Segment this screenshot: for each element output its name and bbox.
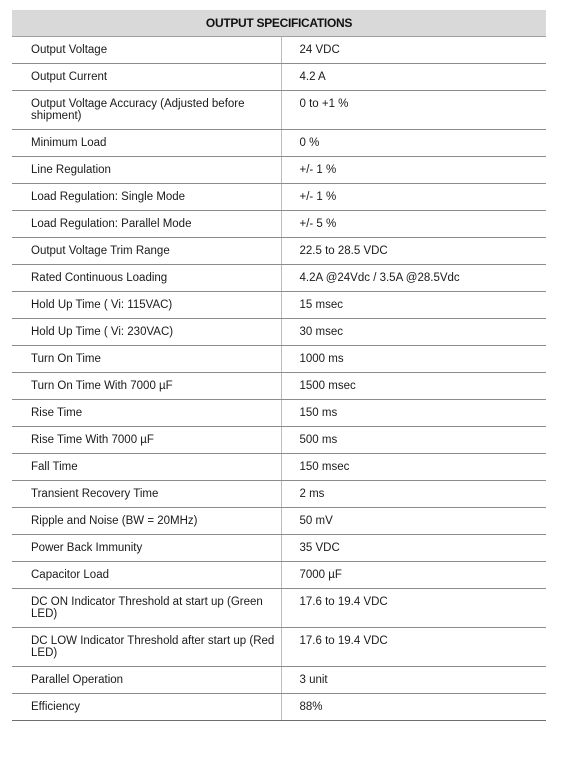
table-row	[12, 427, 546, 454]
spec-value: 3 unit	[281, 667, 546, 694]
table-row	[12, 373, 546, 400]
spec-parameter: Hold Up Time ( Vi: 115VAC)	[12, 292, 281, 319]
spec-parameter: Parallel Operation	[12, 667, 281, 694]
table-row	[12, 508, 546, 535]
output-specifications-table-container	[12, 10, 546, 721]
spec-value: 88%	[281, 694, 546, 721]
table-row	[12, 157, 546, 184]
table-row	[12, 211, 546, 238]
table-row	[12, 265, 546, 292]
output-specifications-table	[12, 10, 546, 721]
spec-parameter: Load Regulation: Parallel Mode	[12, 211, 281, 238]
table-row	[12, 481, 546, 508]
table-row	[12, 454, 546, 481]
spec-value: 22.5 to 28.5 VDC	[281, 238, 546, 265]
table-row	[12, 346, 546, 373]
table-row	[12, 238, 546, 265]
table-row	[12, 589, 546, 628]
spec-value: 17.6 to 19.4 VDC	[281, 589, 546, 628]
spec-value: 17.6 to 19.4 VDC	[281, 628, 546, 667]
spec-parameter: Output Current	[12, 64, 281, 91]
table-row	[12, 184, 546, 211]
spec-value: 24 VDC	[281, 37, 546, 64]
spec-value: +/- 1 %	[281, 157, 546, 184]
spec-value: 35 VDC	[281, 535, 546, 562]
table-row	[12, 694, 546, 721]
spec-parameter: Load Regulation: Single Mode	[12, 184, 281, 211]
table-row	[12, 535, 546, 562]
spec-parameter: Capacitor Load	[12, 562, 281, 589]
spec-parameter: Hold Up Time ( Vi: 230VAC)	[12, 319, 281, 346]
table-row	[12, 91, 546, 130]
spec-parameter: Turn On Time	[12, 346, 281, 373]
spec-parameter: Fall Time	[12, 454, 281, 481]
spec-value: 30 msec	[281, 319, 546, 346]
table-row	[12, 667, 546, 694]
spec-parameter: Rated Continuous Loading	[12, 265, 281, 292]
spec-value: +/- 5 %	[281, 211, 546, 238]
table-row	[12, 400, 546, 427]
spec-parameter: Rise Time	[12, 400, 281, 427]
table-row	[12, 37, 546, 64]
table-row	[12, 64, 546, 91]
spec-value: 4.2A @24Vdc / 3.5A @28.5Vdc	[281, 265, 546, 292]
spec-value: 15 msec	[281, 292, 546, 319]
spec-value: 150 msec	[281, 454, 546, 481]
table-row	[12, 292, 546, 319]
spec-parameter: Output Voltage Trim Range	[12, 238, 281, 265]
spec-parameter: Output Voltage Accuracy (Adjusted before shipment)	[12, 91, 281, 130]
spec-parameter: DC LOW Indicator Threshold after start up (Red LED)	[12, 628, 281, 667]
spec-parameter: Rise Time With 7000 µF	[12, 427, 281, 454]
spec-value: 1000 ms	[281, 346, 546, 373]
spec-value: 0 %	[281, 130, 546, 157]
table-row	[12, 628, 546, 667]
spec-value: 7000 µF	[281, 562, 546, 589]
table-header-row	[12, 10, 546, 37]
spec-parameter: Minimum Load	[12, 130, 281, 157]
spec-value: 4.2 A	[281, 64, 546, 91]
spec-parameter: DC ON Indicator Threshold at start up (Green LED)	[12, 589, 281, 628]
table-title: OUTPUT SPECIFICATIONS	[12, 10, 546, 37]
spec-value: 50 mV	[281, 508, 546, 535]
spec-parameter: Power Back Immunity	[12, 535, 281, 562]
spec-parameter: Line Regulation	[12, 157, 281, 184]
spec-parameter: Transient Recovery Time	[12, 481, 281, 508]
spec-value: 500 ms	[281, 427, 546, 454]
spec-value: 150 ms	[281, 400, 546, 427]
spec-parameter: Ripple and Noise (BW = 20MHz)	[12, 508, 281, 535]
spec-value: +/- 1 %	[281, 184, 546, 211]
spec-value: 1500 msec	[281, 373, 546, 400]
spec-parameter: Turn On Time With 7000 µF	[12, 373, 281, 400]
table-row	[12, 130, 546, 157]
spec-parameter: Efficiency	[12, 694, 281, 721]
spec-value: 0 to +1 %	[281, 91, 546, 130]
table-row	[12, 319, 546, 346]
spec-value: 2 ms	[281, 481, 546, 508]
spec-parameter: Output Voltage	[12, 37, 281, 64]
table-row	[12, 562, 546, 589]
